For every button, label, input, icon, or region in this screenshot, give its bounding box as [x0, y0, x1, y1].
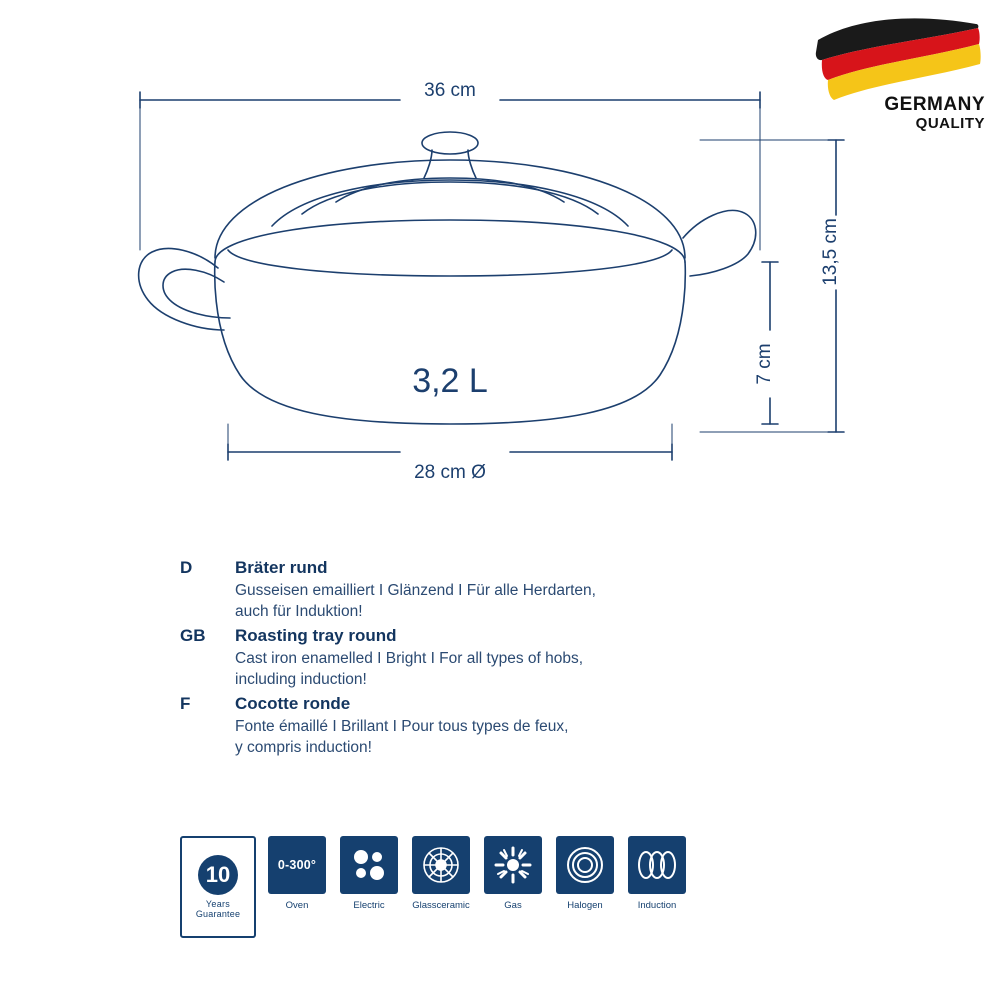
oven-icon — [268, 836, 326, 894]
gas-hob-icon — [484, 836, 542, 894]
guarantee-years-label: Years — [205, 899, 231, 909]
hob-halogen — [554, 836, 616, 912]
label-diameter: 28 cm Ø — [414, 462, 486, 483]
guarantee-years-number: 10 — [198, 855, 238, 895]
halogen-hob-icon — [556, 836, 614, 894]
oven-temperature-label: 0-300° — [277, 858, 317, 872]
description-item-fr — [180, 692, 820, 758]
language-code-fr: F — [180, 694, 191, 713]
guarantee-label: Guarantee — [195, 909, 241, 919]
glassceramic-hob-icon — [412, 836, 470, 894]
product-title-fr: Cocotte ronde — [235, 694, 351, 713]
dimension-width — [140, 92, 760, 250]
product-sub-fr-line2: y compris induction! — [235, 739, 372, 756]
hob-gas — [482, 836, 544, 912]
label-body-height: 7 cm — [754, 343, 775, 385]
hob-induction-caption: Induction — [637, 900, 677, 911]
description-item-gb — [180, 624, 820, 690]
label-total-height: 13,5 cm — [820, 218, 841, 286]
product-sub-fr-line1: Fonte émaillé I Brillant I Pour tous types de feux, — [235, 718, 569, 735]
language-code-gb: GB — [180, 626, 206, 645]
product-title-gb: Roasting tray round — [235, 626, 397, 645]
hob-electric — [338, 836, 400, 912]
product-sub-gb-line2: including induction! — [235, 671, 367, 688]
hob-halogen-caption: Halogen — [567, 900, 603, 911]
dimension-body-height — [762, 262, 778, 424]
hob-oven — [266, 836, 328, 912]
badge-germany-label: GERMANY — [884, 94, 985, 115]
pot-lid — [215, 160, 685, 276]
hob-oven-caption: Oven — [285, 900, 309, 911]
product-technical-drawing — [0, 0, 900, 520]
electric-hob-icon — [340, 836, 398, 894]
product-title-de: Bräter rund — [235, 558, 328, 577]
product-sub-de-line1: Gusseisen emailliert I Glänzend I Für alle Herdarten, — [235, 582, 596, 599]
label-width: 36 cm — [424, 80, 476, 101]
feature-icon-strip — [180, 836, 688, 938]
hob-electric-caption: Electric — [353, 900, 385, 911]
hob-glassceramic-caption: Glassceramic — [412, 900, 470, 911]
product-sub-de-line2: auch für Induktion! — [235, 603, 363, 620]
hob-gas-caption: Gas — [504, 900, 522, 911]
badge-quality-label: QUALITY — [915, 115, 985, 132]
description-item-de — [180, 556, 820, 622]
dimension-diameter — [228, 424, 672, 460]
product-sub-gb-line1: Cast iron enamelled I Bright I For all types of hobs, — [235, 650, 584, 667]
pot-handles — [139, 210, 756, 330]
hob-induction — [626, 836, 688, 912]
description-block — [180, 556, 820, 760]
induction-hob-icon — [628, 836, 686, 894]
label-capacity: 3,2 L — [412, 362, 488, 400]
language-code-de: D — [180, 558, 193, 577]
hob-glassceramic — [410, 836, 472, 912]
guarantee-badge — [180, 836, 256, 938]
lid-knob — [422, 132, 478, 178]
